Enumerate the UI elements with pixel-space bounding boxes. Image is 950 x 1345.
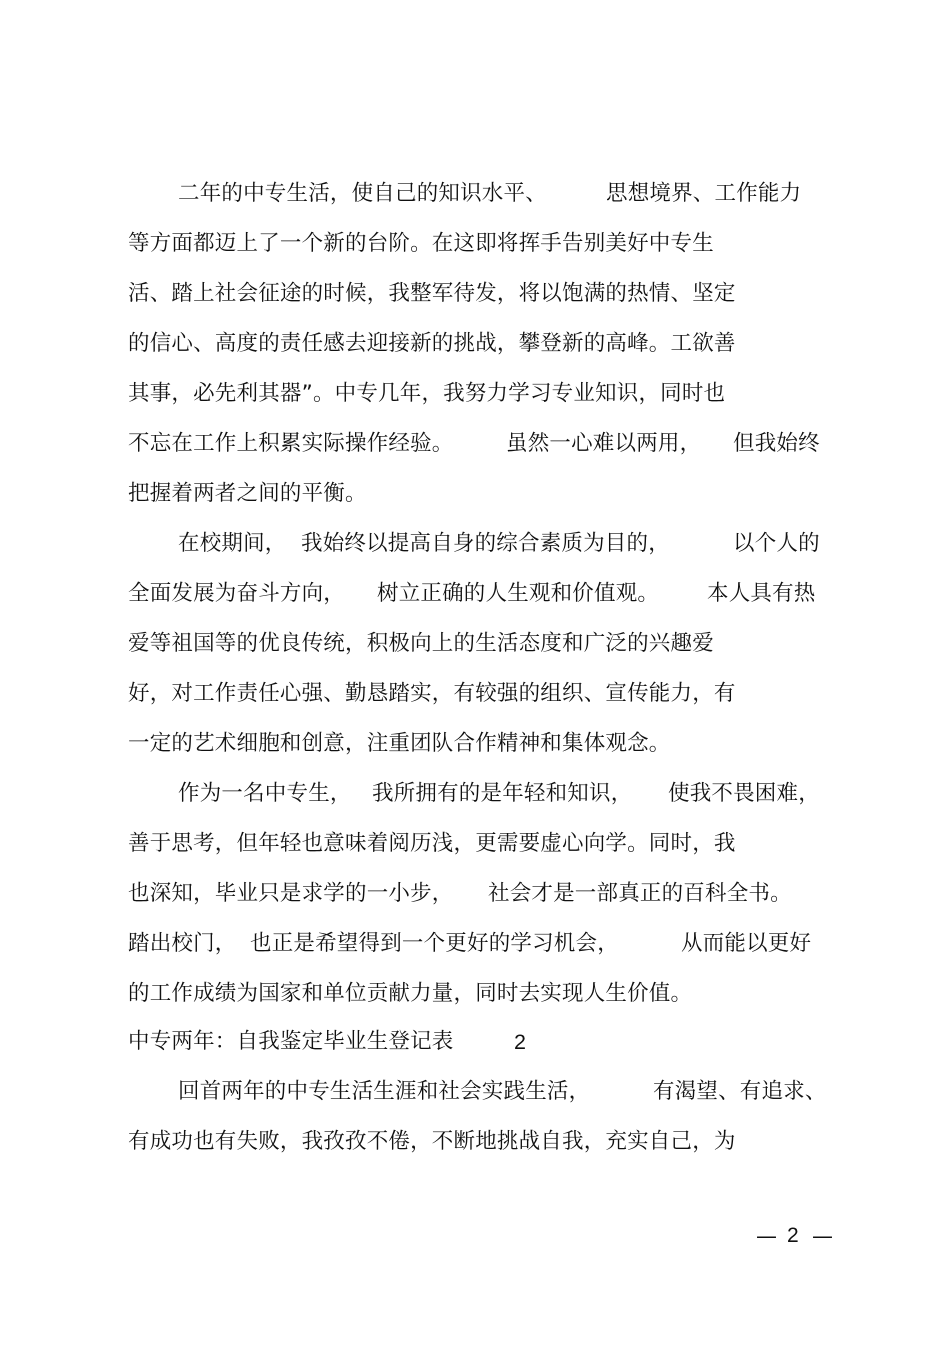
text-segment: 全面发展为奋斗方向， [128, 581, 346, 606]
text-line [0, 424, 950, 464]
text-line [0, 274, 950, 314]
text-line [0, 974, 950, 1014]
text-line [0, 624, 950, 664]
text-segment: 从而能以更好 [681, 931, 812, 956]
text-line [0, 924, 950, 964]
footer-page-number: 2 [787, 1224, 799, 1247]
text-segment: 的信心、高度的责任感去迎接新的挑战，攀登新的高峰。工欲善 [128, 331, 736, 356]
text-segment: 虽然一心难以两用， [506, 431, 702, 456]
text-line [0, 174, 950, 214]
text-line [0, 374, 950, 414]
text-segment: 思想境界、工作能力 [606, 181, 802, 206]
text-line [0, 474, 950, 514]
text-segment: 回首两年的中专生活生涯和社会实践生活， [178, 1079, 591, 1104]
text-segment: 其事，必先利其器”。中专几年，我努力学习专业知识，同时也 [128, 381, 726, 406]
text-segment: 我所拥有的是年轻和知识， [372, 781, 633, 806]
section-heading-number: 2 [514, 1030, 527, 1054]
text-segment: 一定的艺术细胞和创意，注重团队合作精神和集体观念。 [128, 731, 671, 756]
text-line [0, 224, 950, 264]
text-segment: 的工作成绩为国家和单位贡献力量，同时去实现人生价值。 [128, 981, 693, 1006]
section-heading-text: 中专两年：自我鉴定毕业生登记表 [128, 1029, 454, 1054]
text-segment: 二年的中专生活，使自己的知识水平、 [178, 181, 547, 206]
text-segment: 也深知，毕业只是求学的一小步， [128, 881, 454, 906]
text-line [0, 674, 950, 714]
text-line [0, 1072, 950, 1112]
text-segment: 以个人的 [733, 531, 820, 556]
text-segment: 树立正确的人生观和价值观。 [377, 581, 660, 606]
text-segment: 但我始终 [733, 431, 820, 456]
text-line [0, 574, 950, 614]
text-segment: 等方面都迈上了一个新的台阶。在这即将挥手告别美好中专生 [128, 231, 714, 256]
text-segment: 作为一名中专生， [178, 781, 352, 806]
text-segment: 使我不畏困难， [668, 781, 820, 806]
text-segment: 爱等祖国等的优良传统，积极向上的生活态度和广泛的兴趣爱 [128, 631, 714, 656]
text-segment: 善于思考，但年轻也意味着阅历浅，更需要虚心向学。同时，我 [128, 831, 736, 856]
text-line [0, 524, 950, 564]
text-line [0, 774, 950, 814]
text-line [0, 324, 950, 364]
section-heading [0, 1022, 950, 1062]
text-segment: 踏出校门， [128, 931, 237, 956]
text-segment: 也正是希望得到一个更好的学习机会， [250, 931, 619, 956]
text-line [0, 824, 950, 864]
text-segment: 把握着两者之间的平衡。 [128, 481, 367, 506]
text-segment: 在校期间， [178, 531, 287, 556]
footer-dash-left: — [756, 1224, 777, 1248]
text-segment: 我始终以提高自身的综合素质为目的， [301, 531, 670, 556]
footer-dash-right: — [812, 1224, 833, 1248]
text-segment: 好，对工作责任心强、勤恳踏实，有较强的组织、宣传能力，有 [128, 681, 736, 706]
text-segment: 有渴望、有追求、 [653, 1079, 827, 1104]
text-segment: 本人具有热 [707, 581, 816, 606]
text-segment: 不忘在工作上积累实际操作经验。 [128, 431, 454, 456]
text-line [0, 1122, 950, 1162]
text-line [0, 874, 950, 914]
text-segment: 社会才是一部真正的百科全书。 [488, 881, 792, 906]
text-segment: 活、踏上社会征途的时候，我整军待发，将以饱满的热情、坚定 [128, 281, 736, 306]
text-line [0, 724, 950, 764]
text-segment: 有成功也有失败，我孜孜不倦，不断地挑战自我，充实自己，为 [128, 1129, 736, 1154]
